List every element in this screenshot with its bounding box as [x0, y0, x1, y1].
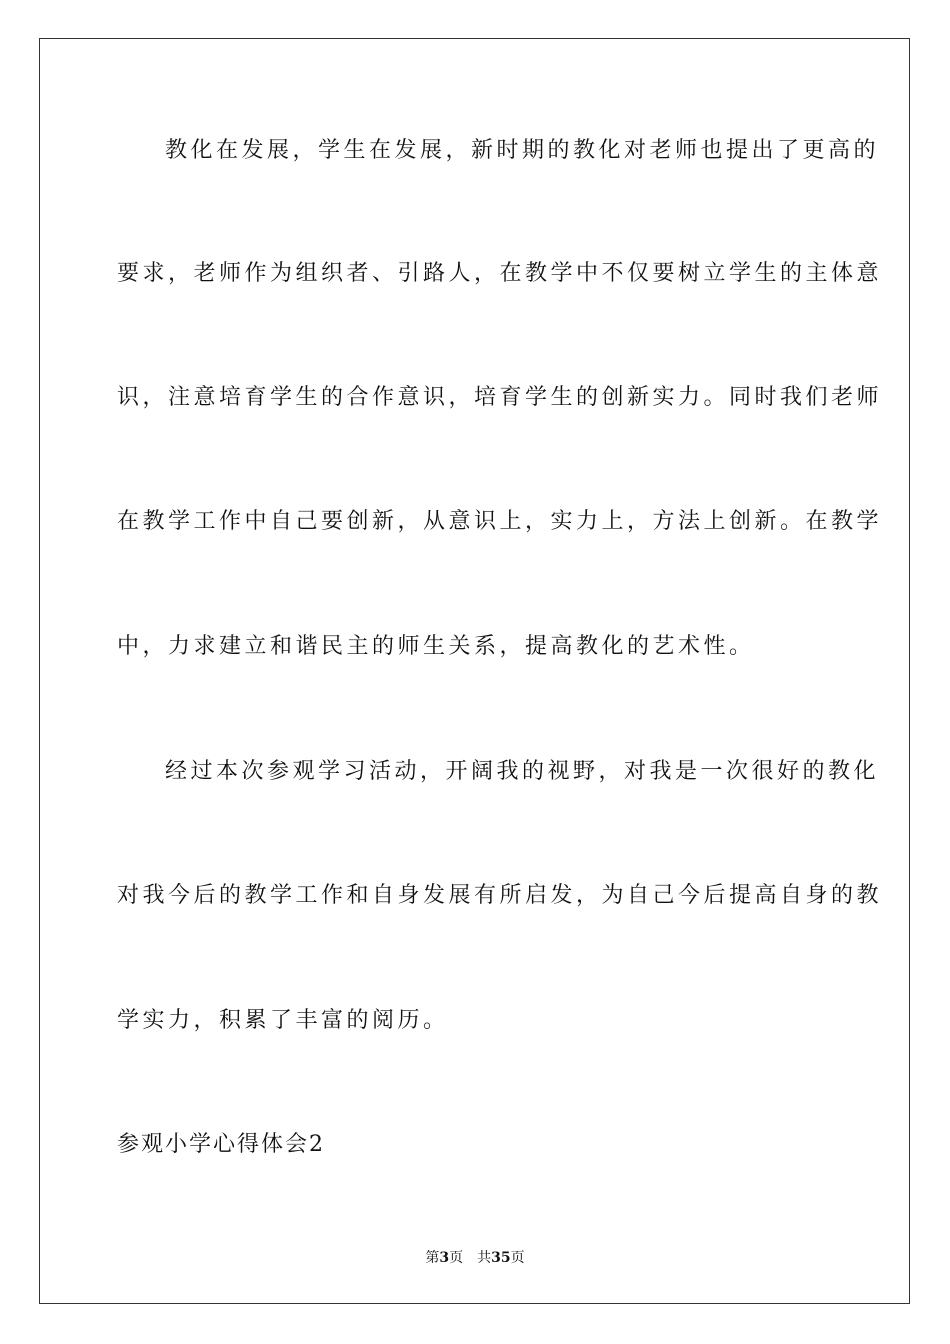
page-suffix: 页	[449, 1250, 464, 1266]
page-border	[39, 38, 910, 1304]
paragraph-line: 要求，老师作为组织者、引路人，在教学中不仅要树立学生的主体意	[117, 261, 883, 286]
page-footer	[0, 1248, 950, 1268]
page-number: 3	[439, 1250, 450, 1266]
paragraph-line: 识，注意培育学生的合作意识，培育学生的创新实力。同时我们老师	[117, 385, 883, 410]
paragraph-line: 经过本次参观学习活动，开阔我的视野，对我是一次很好的教化	[165, 759, 880, 784]
page-prefix: 第	[425, 1250, 440, 1266]
paragraph-line: 学实力，积累了丰富的阅历。	[117, 1008, 449, 1033]
total-pages: 35	[491, 1250, 511, 1266]
section-heading: 参观小学心得体会2	[117, 1132, 325, 1157]
total-suffix: 页	[510, 1250, 525, 1266]
total-prefix: 共	[477, 1250, 492, 1266]
paragraph-line: 对我今后的教学工作和自身发展有所启发，为自己今后提高自身的教	[117, 883, 883, 908]
paragraph-line: 教化在发展，学生在发展，新时期的教化对老师也提出了更高的	[165, 138, 880, 163]
paragraph-line: 中，力求建立和谐民主的师生关系，提高教化的艺术性。	[117, 634, 755, 659]
paragraph-line: 在教学工作中自己要创新，从意识上，实力上，方法上创新。在教学	[117, 509, 883, 534]
